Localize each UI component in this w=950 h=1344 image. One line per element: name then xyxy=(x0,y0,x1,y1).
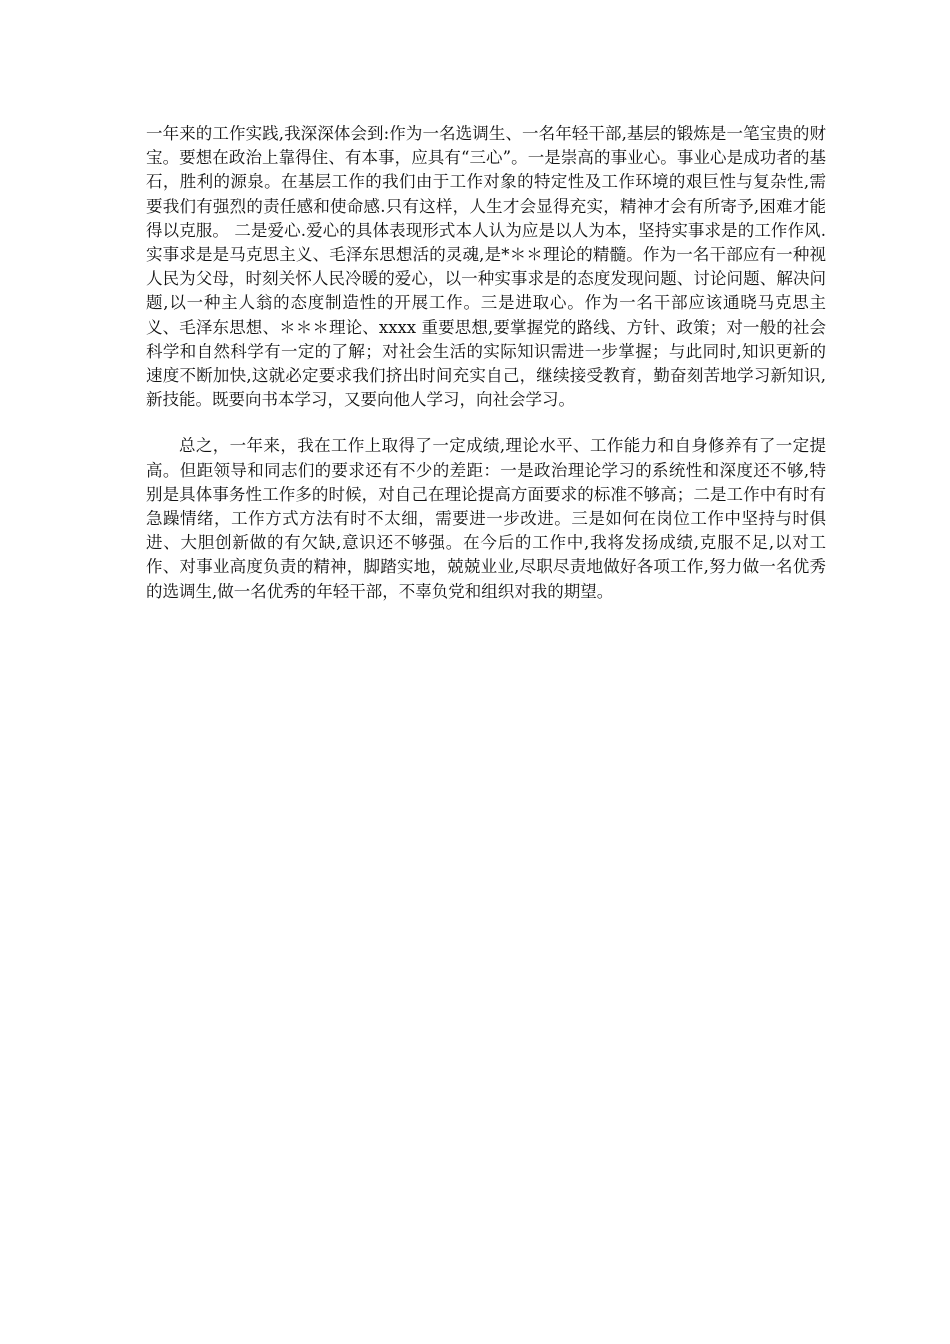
paragraph-summary: 总之，一年来，我在工作上取得了一定成绩,理论水平、工作能力和自身修养有了一定提高。但距领导和同志们的要求还有不少的差距：一是政治理论学习的系统性和深度还不够,特别是具体事务性工作多的时候，对自己在理论提高方面要求的标准不够高；二是工作中有时有急躁情绪，工作方式方法有时不太细，需要进一步改进。三是如何在岗位工作中坚持与时俱进、大胆创新做的有欠缺,意识还不够强。在今后的工作中,我将发扬成绩,克服不足,以对工作、对事业高度负责的精神，脚踏实地，兢兢业业,尽职尽责地做好各项工作,努力做一名优秀的选调生,做一名优秀的年轻干部，不辜负党和组织对我的期望。 xyxy=(146,436,826,601)
paragraph-three-hearts: 一年来的工作实践,我深深体会到:作为一名选调生、一名年轻干部,基层的锻炼是一笔宝贵的财宝。要想在政治上靠得住、有本事，应具有“三心”。一是崇高的事业心。事业心是成功者的基石，胜利的源泉。在基层工作的我们由于工作对象的特定性及工作环境的艰巨性与复杂性,需要我们有强烈的责任感和使命感.只有这样，人生才会显得充实，精神才会有所寄予,困难才能得以克服。 二是爱心.爱心的具体表现形式本人认为应是以人为本，坚持实事求是的工作作风.实事求是是马克思主义、毛泽东思想活的灵魂,是*＊＊理论的精髓。作为一名干部应有一种视人民为父母，时刻关怀人民冷暖的爱心，以一种实事求是的态度发现问题、讨论问题、解决问题,以一种主人翁的态度制造性的开展工作。三是进取心。作为一名干部应该通晓马克思主义、毛泽东思想、＊＊＊理论、xxxx 重要思想,要掌握党的路线、方针、政策；对一般的社会科学和自然科学有一定的了解；对社会生活的实际知识需进一步掌握；与此同时,知识更新的速度不断加快,这就必定要求我们挤出时间充实自己，继续接受教育，勤奋刻苦地学习新知识,新技能。既要向书本学习，又要向他人学习，向社会学习。 xyxy=(146,124,826,410)
document-body xyxy=(146,122,826,604)
